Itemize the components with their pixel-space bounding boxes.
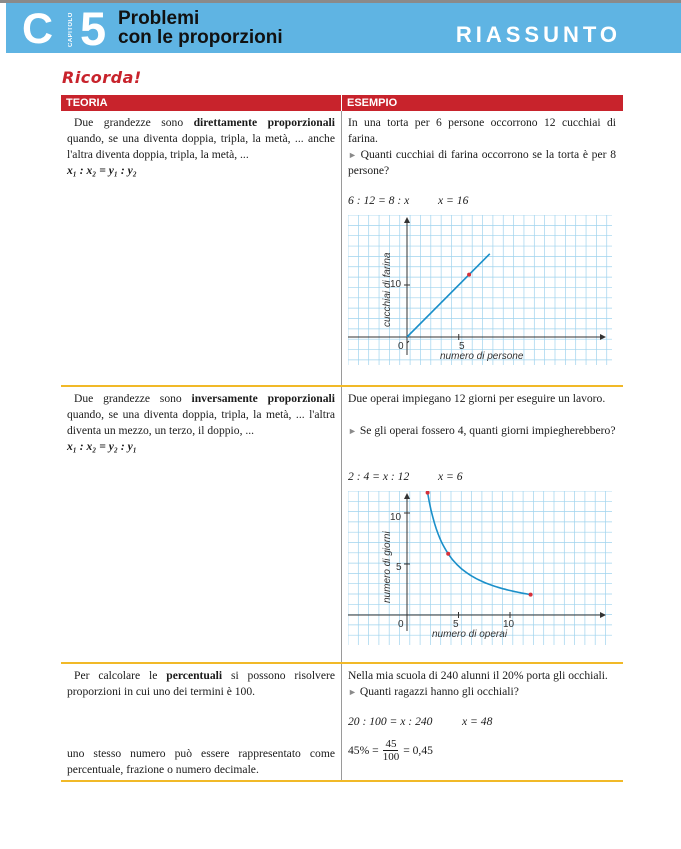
fraction-numerator: 45 xyxy=(385,738,397,750)
example-solution: x = 6 xyxy=(438,470,463,483)
example-proportion: 6 : 12 = 8 : x xyxy=(348,194,410,207)
chapter-title-line-2: con le proporzioni xyxy=(118,27,283,48)
y-axis-arrow-icon xyxy=(404,493,410,499)
example-text: Due operai impiegano 12 giorni per eseguire un lavoro. xyxy=(348,392,606,405)
y-axis-label: numero di giorni xyxy=(382,531,393,603)
x-axis-label: numero di operai xyxy=(432,629,508,640)
fraction-denominator: 100 xyxy=(382,751,400,763)
table-row xyxy=(61,111,623,387)
chapter-letter: C xyxy=(22,5,54,53)
theory-column-header: TEORIA xyxy=(61,95,342,111)
chapter-title-line-1: Problemi xyxy=(118,8,200,29)
direct-proportion-graph xyxy=(348,215,614,367)
summary-table xyxy=(61,95,623,776)
origin-label: 0 xyxy=(398,341,404,352)
play-arrow-icon: ► xyxy=(348,687,357,697)
y-tick-label: 5 xyxy=(396,562,402,573)
percent-equivalence xyxy=(348,738,433,763)
inverse-proportion-graph xyxy=(348,491,614,647)
example-text: In una torta per 6 persone occorrono 12 cucchiai di farina. xyxy=(348,116,616,145)
y-axis-label: cucchiai di farina xyxy=(382,252,393,327)
x-tick-label: 5 xyxy=(459,341,465,352)
theory-cell xyxy=(61,111,342,387)
x-tick-label: 5 xyxy=(453,619,459,630)
theory-text: Per calcolare le percentuali si possono risolvere proporzioni in cui uno dei termini è 100. xyxy=(67,669,335,698)
example-cell xyxy=(342,664,623,782)
chapter-number: 5 xyxy=(80,2,107,55)
play-arrow-icon: ► xyxy=(348,426,357,436)
y-tick-label: 10 xyxy=(390,279,402,290)
section-label: RIASSUNTO xyxy=(455,22,621,47)
example-cell xyxy=(342,111,623,387)
series-line xyxy=(407,254,490,337)
example-proportion: 20 : 100 = x : 240 xyxy=(348,715,433,728)
proportion-formula: x₁ : x₂ = y₂ : y₁ xyxy=(67,440,137,453)
percent-lhs: 45% = xyxy=(348,743,379,757)
example-text: Nella mia scuola di 240 alunni il 20% porta gli occhiali. xyxy=(348,669,608,682)
theory-key-term: percentuali xyxy=(166,669,223,682)
theory-text-2: uno stesso numero può essere rappresentato come percentuale, frazione o numero decimale. xyxy=(67,747,335,776)
example-column-header: ESEMPIO xyxy=(347,97,398,109)
chapter-word: CAPITOLO xyxy=(68,12,74,48)
table-row xyxy=(61,387,623,664)
example-question: ► Quanti ragazzi hanno gli occhiali? xyxy=(348,685,519,698)
example-question: ► Quanti cucchiai di farina occorrono se la torta è per 8 persone? xyxy=(348,148,616,177)
example-cell xyxy=(342,387,623,664)
percent-rhs: = 0,45 xyxy=(403,743,433,757)
theory-key-term: inversamente proporzionali xyxy=(191,392,335,405)
fraction xyxy=(381,738,402,763)
x-tick-label: 10 xyxy=(503,619,515,630)
proportion-formula: x₁ : x₂ = y₁ : y₂ xyxy=(67,164,137,177)
theory-cell xyxy=(61,664,342,782)
row-separator xyxy=(61,780,623,782)
data-point xyxy=(426,491,430,495)
theory-text: Due grandezze sono direttamente proporzionali quando, se una diventa doppia, tripla, la metà, ... anche l'altra diventa doppia, tripla, la metà, ... xyxy=(67,116,335,161)
theory-cell xyxy=(61,387,342,664)
ricorda-heading: Ricorda! xyxy=(62,68,142,87)
data-point xyxy=(529,593,533,597)
y-tick-label: 10 xyxy=(390,512,402,523)
play-arrow-icon: ► xyxy=(348,150,357,160)
theory-key-term: direttamente proporzionali xyxy=(193,116,335,129)
table-header xyxy=(61,95,623,111)
data-point xyxy=(446,552,450,556)
series-curve xyxy=(428,493,531,595)
x-axis-label: numero di persone xyxy=(440,351,524,362)
origin-label: 0 xyxy=(398,619,404,630)
y-axis-arrow-icon xyxy=(404,217,410,223)
theory-text: Due grandezze sono inversamente proporzionali quando, se una diventa doppia, tripla, la metà, ... l'altra diventa un mezzo, un terzo, il doppio, ... xyxy=(67,392,335,437)
x-axis-arrow-icon xyxy=(600,612,606,618)
table-row xyxy=(61,664,623,782)
data-point xyxy=(467,273,471,277)
example-solution: x = 48 xyxy=(462,715,493,728)
chapter-title xyxy=(118,9,283,47)
example-solution: x = 16 xyxy=(438,194,469,207)
example-question: ► Se gli operai fossero 4, quanti giorni impiegherebbero? xyxy=(348,424,616,437)
example-proportion: 2 : 4 = x : 12 xyxy=(348,470,410,483)
chapter-header xyxy=(6,3,681,53)
